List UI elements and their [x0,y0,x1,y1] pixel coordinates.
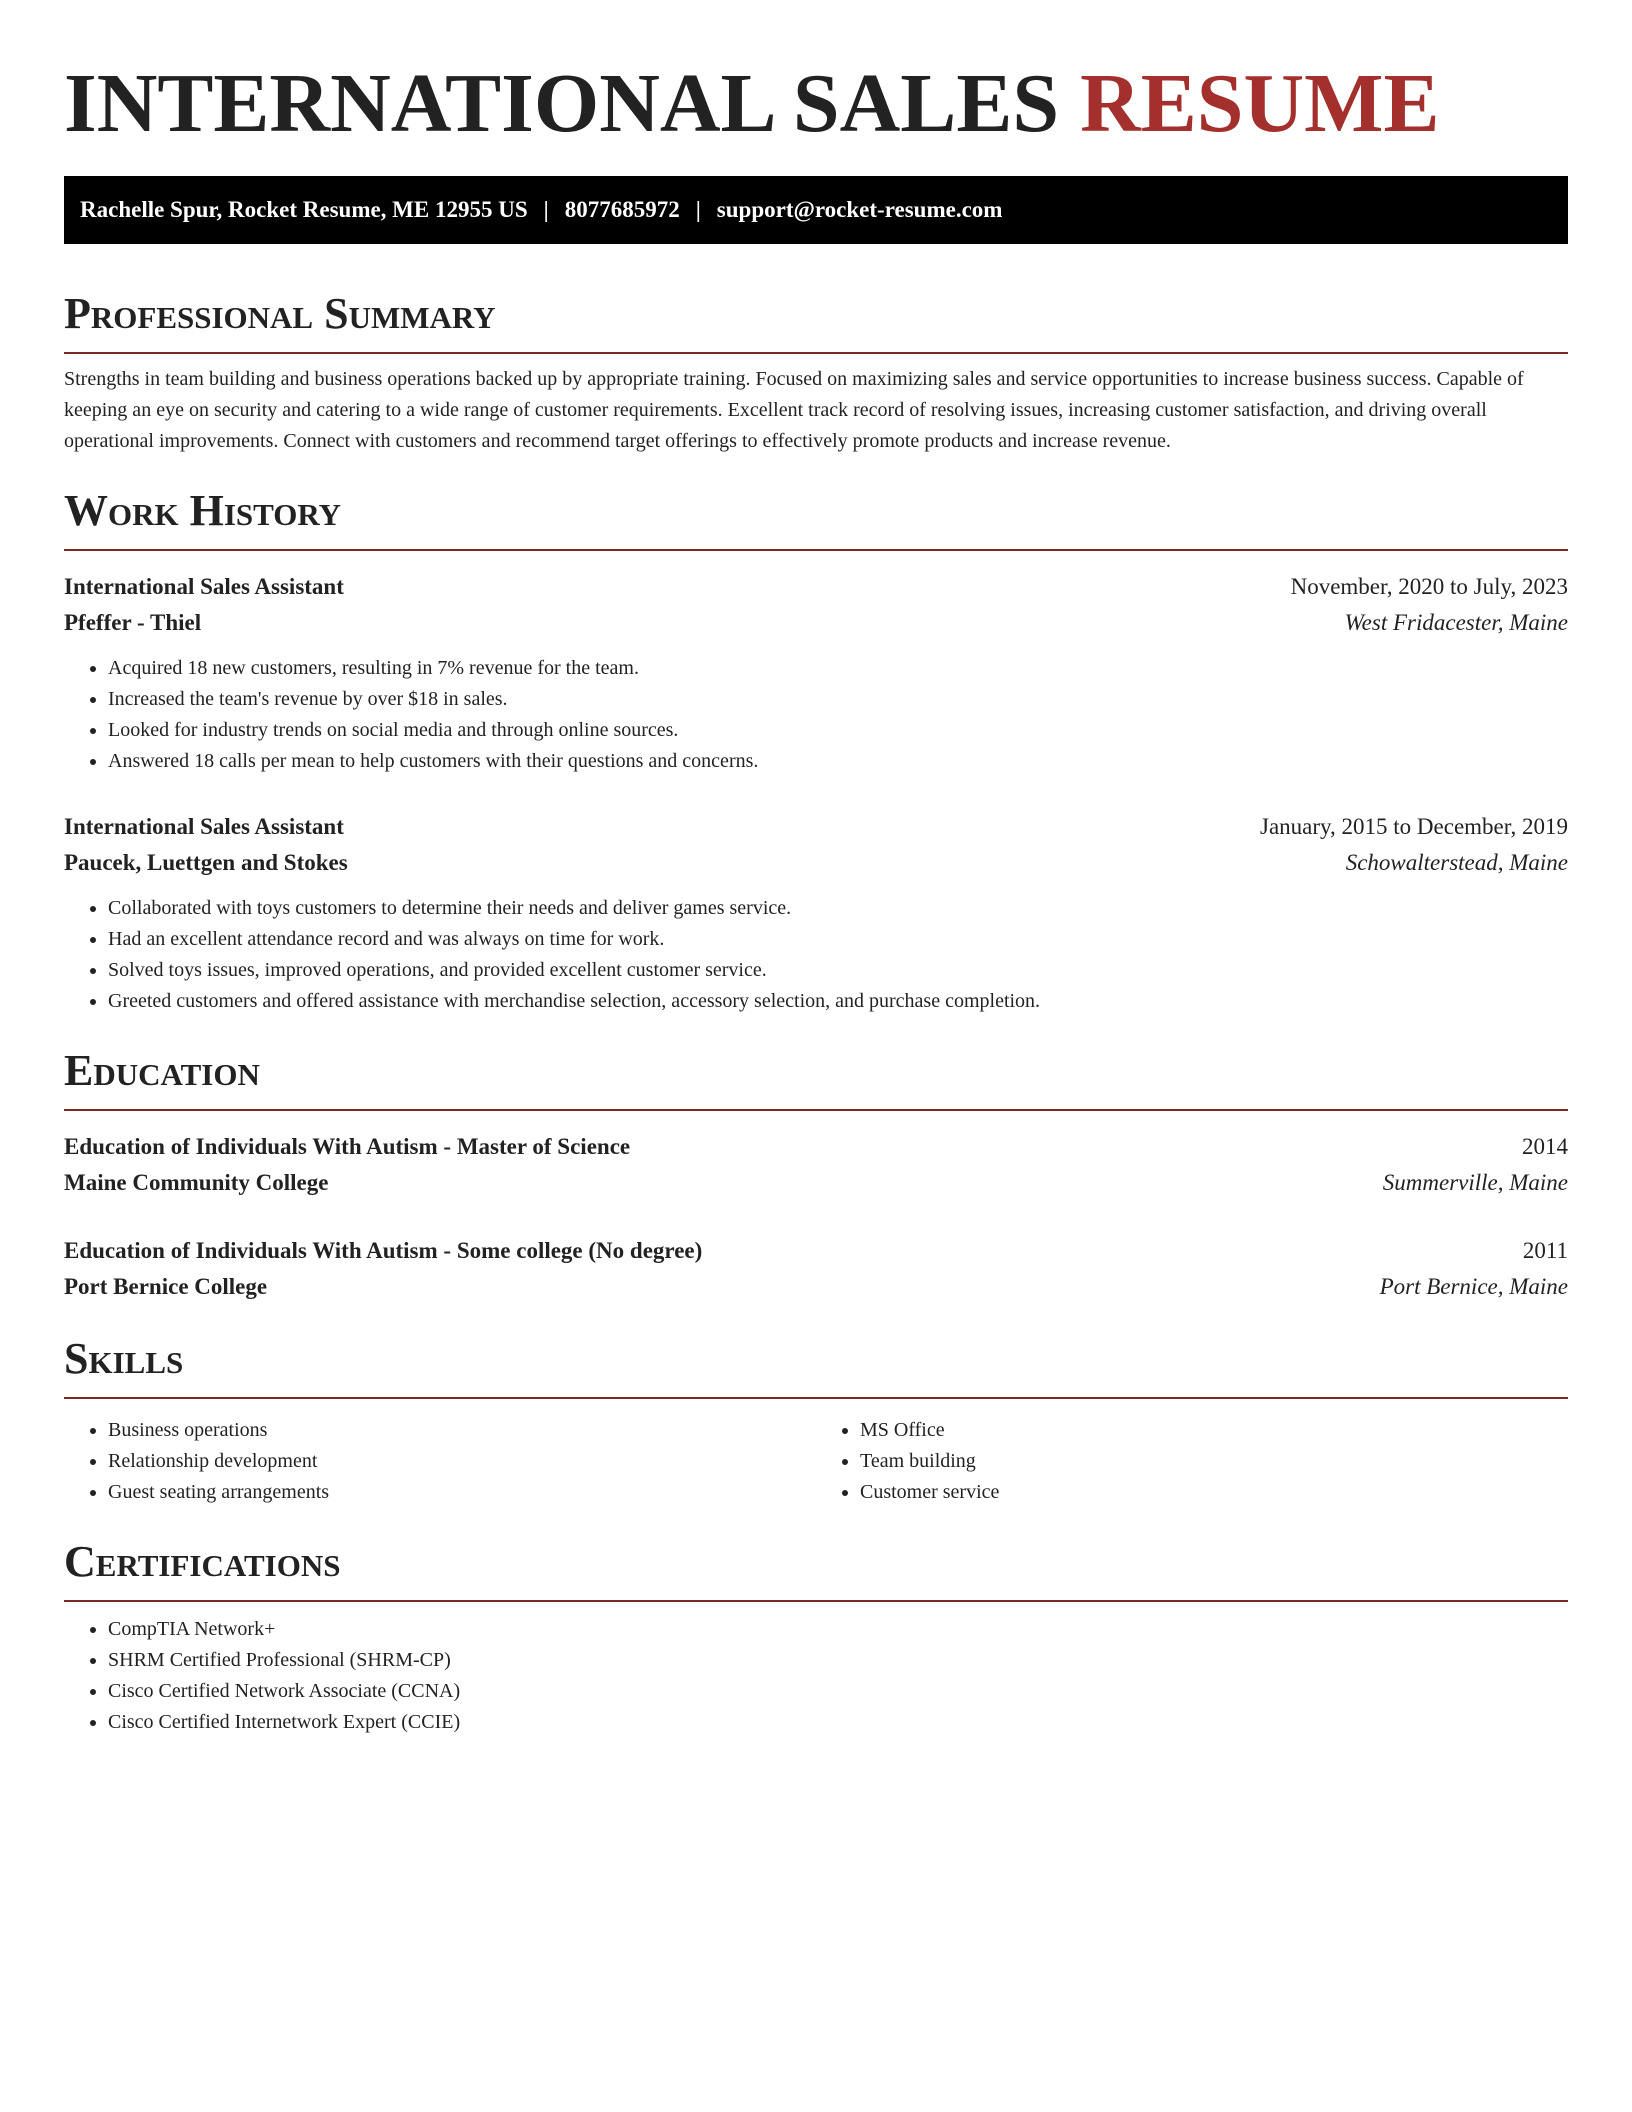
skills-section [64,1331,1568,1508]
job-company: Paucek, Luettgen and Stokes [64,850,348,875]
summary-section [64,286,1568,457]
education-entry [64,1233,1568,1305]
job-header-row [64,809,1568,845]
education-year: 2011 [1522,1238,1568,1263]
job-bullet: • Solved toys issues, improved operations, and provided excellent customer service. [108,955,1568,986]
education-degree-row [64,1129,1568,1165]
certification-item: • CompTIA Network+ [108,1614,1568,1645]
contact-separator: | [695,197,701,222]
contact-bar [64,176,1568,244]
education-degree: Education of Individuals With Autism - Master of Science [64,1134,631,1159]
education-school-row [64,1165,1568,1201]
summary-text: Strengths in team building and business operations backed up by appropriate training. Focused on maximizing sales and service opportunities to increase business success. Capable of keeping an eye on security and catering to a wide range of customer requirements. Excellent track record of resolving issues, increasing customer satisfaction, and driving overall operational improvements. Connect with customers and recommend target offerings to effectively promote products and increase revenue. [64,368,1524,452]
job-header-row [64,569,1568,605]
job-bullet: • Greeted customers and offered assistance with merchandise selection, accessory selection, and purchase completion. [108,986,1568,1017]
certification-item: • Cisco Certified Network Associate (CCNA) [108,1676,1568,1707]
job-location: Schowalterstead, Maine [1345,850,1568,875]
skill-item: • Relationship development [108,1446,816,1477]
job-title: International Sales Assistant [64,814,344,839]
job-bullet: • Had an excellent attendance record and was always on time for work. [108,924,1568,955]
skill-item: • MS Office [860,1415,1568,1446]
job-entry [64,809,1568,1017]
summary-heading: Professional Summary [64,286,1568,354]
resume-title-accent: RESUME [1080,57,1440,150]
skills-grid [64,1415,1568,1508]
education-year: 2014 [1522,1134,1568,1159]
contact-separator: | [543,197,549,222]
resume-title [64,0,1568,150]
skills-list-left [64,1415,816,1508]
job-company-row [64,605,1568,641]
contact-phone: 8077685972 [564,197,680,222]
education-degree-row [64,1233,1568,1269]
certification-item: • Cisco Certified Internetwork Expert (CCIE) [108,1707,1568,1738]
job-title: International Sales Assistant [64,574,344,599]
skill-item: • Team building [860,1446,1568,1477]
education-school: Maine Community College [64,1170,329,1195]
education-heading: Education [64,1043,1568,1111]
certifications-heading: Certifications [64,1534,1568,1602]
job-bullet: • Looked for industry trends on social media and through online sources. [108,715,1568,746]
job-company: Pfeffer - Thiel [64,610,202,635]
contact-email: support@rocket-resume.com [716,197,1003,222]
education-school-row [64,1269,1568,1305]
education-location: Port Bernice, Maine [1379,1274,1568,1299]
certifications-list [64,1614,1568,1738]
education-entry [64,1129,1568,1201]
education-school: Port Bernice College [64,1274,268,1299]
job-location: West Fridacester, Maine [1344,610,1568,635]
skill-item: • Business operations [108,1415,816,1446]
job-dates: November, 2020 to July, 2023 [1290,574,1568,599]
job-bullets [64,653,1568,777]
work-history-section [64,483,1568,1017]
resume-title-main: INTERNATIONAL SALES [64,57,1081,150]
contact-address: Rachelle Spur, Rocket Resume, ME 12955 US [80,197,528,222]
job-dates: January, 2015 to December, 2019 [1260,814,1568,839]
job-bullet: • Answered 18 calls per mean to help customers with their questions and concerns. [108,746,1568,777]
skill-item: • Guest seating arrangements [108,1477,816,1508]
education-location: Summerville, Maine [1382,1170,1568,1195]
job-bullet: • Increased the team's revenue by over $18 in sales. [108,684,1568,715]
certification-item: • SHRM Certified Professional (SHRM-CP) [108,1645,1568,1676]
education-section [64,1043,1568,1305]
job-bullets [64,893,1568,1017]
job-bullet: • Collaborated with toys customers to determine their needs and deliver games service. [108,893,1568,924]
skills-heading: Skills [64,1331,1568,1399]
skill-item: • Customer service [860,1477,1568,1508]
education-degree: Education of Individuals With Autism - Some college (No degree) [64,1238,703,1263]
job-company-row [64,845,1568,881]
certifications-section [64,1534,1568,1738]
job-bullet: • Acquired 18 new customers, resulting in 7% revenue for the team. [108,653,1568,684]
job-entry [64,569,1568,777]
work-history-heading: Work History [64,483,1568,551]
skills-list-right [816,1415,1568,1508]
